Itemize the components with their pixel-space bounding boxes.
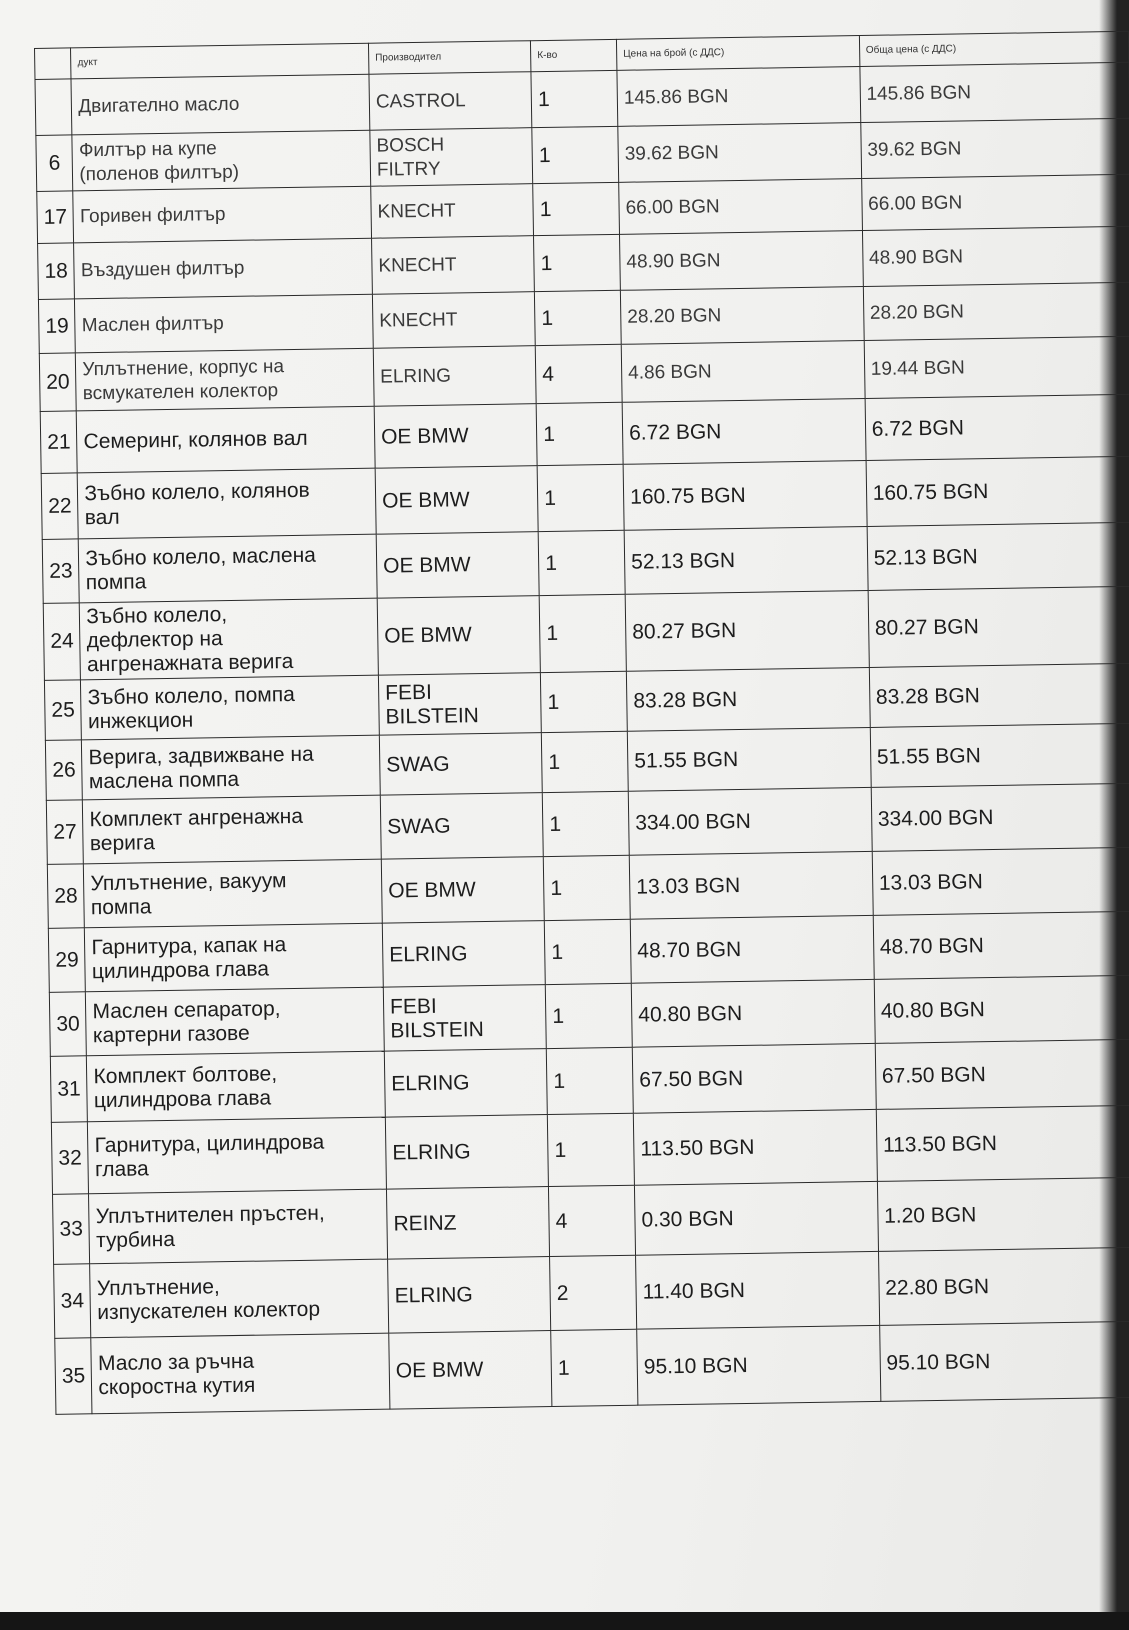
part-name: Комплект ангренажна верига [83,795,382,864]
quantity: 1 [531,70,618,127]
row-number: 6 [36,135,73,192]
unit-price: 80.27 BGN [625,590,869,671]
unit-price: 40.80 BGN [631,979,875,1047]
unit-price: 39.62 BGN [618,123,861,183]
manufacturer: SWAG [380,793,543,860]
quantity: 1 [535,290,622,345]
row-number: 23 [42,539,79,604]
manufacturer: OE BMW [389,1331,552,1410]
manufacturer: FEBI BILSTEIN [383,985,546,1052]
total-price: 39.62 BGN [860,118,1129,178]
manufacturer: REINZ [386,1187,549,1260]
total-price: 52.13 BGN [867,522,1129,590]
total-price: 1.20 BGN [877,1177,1129,1251]
unit-price: 4.86 BGN [621,341,865,403]
total-price: 22.80 BGN [878,1247,1129,1325]
manufacturer: SWAG [379,733,542,796]
unit-price: 334.00 BGN [628,787,872,855]
unit-price: 52.13 BGN [624,526,868,594]
total-price: 80.27 BGN [868,586,1129,667]
manufacturer: ELRING [385,1115,548,1190]
total-price: 51.55 BGN [870,723,1129,787]
quantity: 1 [534,234,621,291]
row-number: 20 [39,353,76,412]
part-name: Зъбно колело, колянов вал [78,468,377,539]
quantity: 1 [545,983,632,1048]
quantity: 4 [535,344,622,403]
part-name: Уплътнение, корпус на всмукателен колектор [76,348,374,411]
unit-price: 0.30 BGN [634,1181,878,1255]
quantity: 1 [547,1113,634,1186]
row-number: 21 [40,411,77,474]
row-number: 32 [51,1122,89,1195]
part-name: Зъбно колело, дефлектор на ангренажната верига [80,598,379,680]
manufacturer: OE BMW [376,532,539,599]
manufacturer: KNECHT [371,236,534,295]
unit-price: 28.20 BGN [620,287,863,345]
part-name: Маслен сепаратор, картерни газове [86,987,385,1056]
total-price: 67.50 BGN [875,1039,1129,1109]
quantity: 1 [542,791,629,856]
total-price: 40.80 BGN [874,975,1129,1043]
row-number: 33 [53,1194,90,1265]
total-price: 66.00 BGN [861,174,1129,230]
manufacturer: OE BMW [374,404,537,469]
unit-price: 160.75 BGN [623,460,867,530]
part-name: Филтър на купе (поленов филтър) [72,130,370,191]
part-name: Маслен филтър [75,294,373,353]
part-name: Зъбно колело, помпа инжекцион [81,675,379,740]
row-number: 17 [37,191,74,244]
row-number [35,79,72,136]
table-body [35,62,1129,1414]
unit-price: 145.86 BGN [617,67,860,127]
header-manufacturer: Производител [368,41,531,75]
parts-price-table [34,31,1129,1415]
unit-price: 48.90 BGN [620,231,863,291]
part-name: Двигателно масло [71,74,369,135]
quantity: 2 [550,1255,637,1330]
row-number: 26 [45,740,82,801]
unit-price: 95.10 BGN [637,1325,881,1405]
part-name: Зъбно колело, маслена помпа [79,534,378,603]
total-price: 48.70 BGN [873,911,1129,979]
unit-price: 66.00 BGN [619,179,862,235]
unit-price: 51.55 BGN [627,727,871,791]
row-number: 30 [49,992,86,1057]
row-number: 18 [38,243,75,300]
manufacturer: KNECHT [372,292,535,349]
header-number [35,48,72,80]
quantity: 1 [536,402,623,465]
quantity: 1 [532,126,619,183]
part-name: Горивен филтър [73,186,371,243]
quantity: 1 [541,731,628,792]
quantity: 1 [538,530,625,595]
total-price: 113.50 BGN [876,1105,1129,1181]
part-name: Масло за ръчна скоростна кутия [91,1333,390,1414]
total-price: 334.00 BGN [871,783,1129,851]
quantity: 1 [537,464,624,531]
quantity: 1 [533,182,620,235]
quantity: 1 [543,855,630,920]
row-number: 27 [46,800,83,865]
row-number: 34 [54,1264,92,1339]
row-number: 22 [41,473,78,540]
manufacturer: FEBI BILSTEIN [378,673,541,736]
manufacturer: OE BMW [381,857,544,924]
quantity: 1 [541,671,628,732]
part-name: Верига, задвижване на маслена помпа [82,735,380,800]
part-name: Уплътнение, вакуум помпа [84,859,383,928]
unit-price: 113.50 BGN [633,1109,877,1185]
total-price: 95.10 BGN [879,1321,1129,1401]
total-price: 145.86 BGN [860,62,1129,122]
manufacturer: CASTROL [369,72,532,131]
part-name: Комплект болтове, цилиндрова глава [87,1051,386,1122]
part-name: Гарнитура, капак на цилиндрова глава [85,923,384,992]
header-total-price: Обща цена (с ДДС) [859,31,1129,66]
row-number: 35 [55,1338,93,1415]
quantity: 1 [546,1047,633,1114]
unit-price: 83.28 BGN [626,667,870,731]
manufacturer: ELRING [384,1049,547,1118]
unit-price: 13.03 BGN [629,851,873,919]
quantity: 1 [544,919,631,984]
quantity: 1 [551,1329,638,1406]
row-number: 28 [47,864,84,929]
manufacturer: ELRING [382,921,545,988]
header-product: дукт [71,43,369,79]
part-name: Въздушен филтър [74,238,372,299]
row-number: 25 [44,680,81,741]
manufacturer: OE BMW [375,466,538,535]
unit-price: 6.72 BGN [622,398,866,464]
header-unit-price: Цена на брой (с ДДС) [616,36,859,71]
row-number: 31 [50,1056,87,1123]
unit-price: 67.50 BGN [632,1043,876,1113]
quantity: 4 [549,1185,636,1256]
row-number: 19 [38,299,75,354]
manufacturer: BOSCH FILTRY [370,128,533,187]
manufacturer: ELRING [373,346,536,407]
unit-price: 11.40 BGN [636,1251,880,1329]
part-name: Уплътнение, изпускателен колектор [90,1259,389,1338]
background-surface [0,1612,1129,1630]
unit-price: 48.70 BGN [630,915,874,983]
total-price: 13.03 BGN [872,847,1129,915]
part-name: Гарнитура, цилиндрова глава [88,1117,387,1194]
total-price: 160.75 BGN [866,456,1129,526]
total-price: 19.44 BGN [864,336,1129,398]
manufacturer: ELRING [388,1257,551,1334]
row-number: 24 [43,603,81,681]
quantity: 1 [539,594,626,672]
total-price: 83.28 BGN [869,663,1129,727]
total-price: 48.90 BGN [862,226,1129,286]
header-quantity: К-во [531,39,617,71]
manufacturer: OE BMW [377,596,540,676]
total-price: 28.20 BGN [863,282,1129,340]
total-price: 6.72 BGN [865,394,1129,460]
row-number: 29 [48,928,85,993]
part-name: Семеринг, колянов вал [77,406,376,473]
table-row [55,1321,1129,1414]
part-name: Уплътнителен пръстен, турбина [89,1189,388,1264]
manufacturer: KNECHT [371,184,534,239]
